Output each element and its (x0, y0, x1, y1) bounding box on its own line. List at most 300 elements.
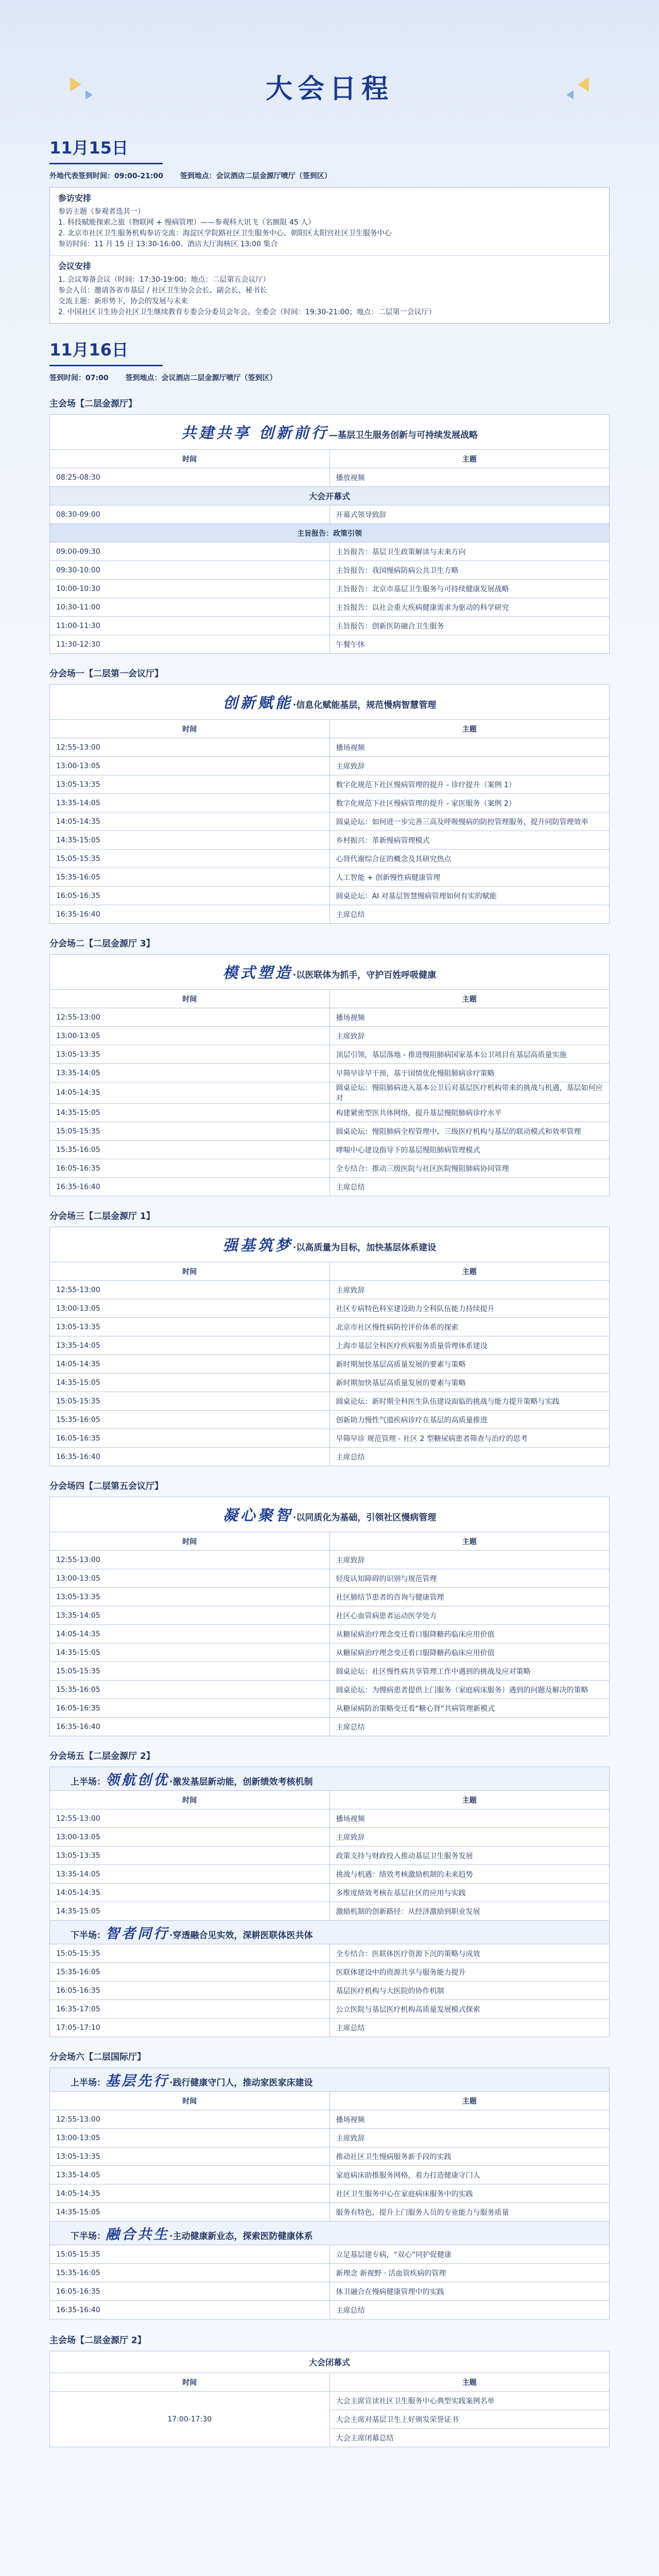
main-venue-title: 主会场【二层金源厅】 (49, 399, 137, 409)
col-time: 时间 (50, 1791, 330, 1809)
keynote-label: 主旨报告：政策引领 (50, 524, 610, 543)
closing-banner (50, 2351, 610, 2373)
row-time: 14:05-14:35 (50, 2184, 330, 2203)
row-topic: 推动社区卫生慢病服务新手段的实践 (330, 2147, 610, 2166)
banner-cell (50, 1497, 610, 1532)
venue-title: 分会场六【二层国际厅】 (49, 2052, 146, 2062)
col-time: 时间 (50, 1532, 330, 1551)
row-time: 13:05-13:35 (50, 1045, 330, 1064)
row-time: 15:35-16:05 (50, 1681, 330, 1699)
row-time: 10:00-10:30 (50, 580, 330, 598)
table-row (50, 868, 610, 887)
closing-table (49, 2351, 610, 2447)
row-topic: 社区肺结节患者的咨询与健康管理 (330, 1588, 610, 1606)
venue-table (49, 2067, 610, 2319)
venue-table (49, 1767, 610, 2037)
table-row (50, 1318, 610, 1336)
table-row (50, 2282, 610, 2301)
row-time: 12:55-13:00 (50, 738, 330, 757)
row-topic: 公立医院与基层医疗机构高质量发展模式探索 (330, 2000, 610, 2019)
venue-title: 分会场四【二层第五会议厅】 (49, 1481, 163, 1492)
banner-cell (50, 685, 610, 720)
row-time: 16:05-16:35 (50, 1429, 330, 1448)
row-topic: 主席总结 (330, 2019, 610, 2037)
signin-time: 签到时间：07:00 (49, 374, 109, 382)
table-row (50, 1159, 610, 1178)
row-topic: 构建紧密型医共体网络，提升基层慢阻肺病诊疗水平 (330, 1104, 610, 1122)
col-time: 时间 (50, 1262, 330, 1281)
row-time: 12:55-13:00 (50, 1551, 330, 1569)
table-row (50, 2166, 610, 2184)
table-row (50, 1392, 610, 1411)
row-topic: 挑战与机遇：绩效考核激励机制的未来趋势 (330, 1865, 610, 1884)
row-time: 13:00-13:05 (50, 1027, 330, 1045)
row-topic: 圆桌论坛：社区慢性病共享管理工作中遇到的挑战及应对策略 (330, 1662, 610, 1681)
table-row (50, 1336, 610, 1355)
table-row (50, 887, 610, 905)
table-row (50, 1963, 610, 1981)
row-topic: 轻度认知障碍的识别与规范管理 (330, 1569, 610, 1588)
banner-subtitle: ·以同质化为基础，引领社区慢病管理 (292, 1513, 437, 1523)
row-topic: 主旨报告：基层卫生政策解读与未来方向 (330, 543, 610, 561)
first-half-banner (50, 2068, 610, 2092)
col-time: 时间 (50, 450, 330, 468)
session-subtitle: ·践行健康守门人，推动家医家床建设 (169, 2078, 313, 2088)
keynote-row (50, 524, 610, 543)
sub1-section (49, 666, 610, 924)
row-topic: 主席致辞 (330, 1027, 610, 1045)
table-row (50, 1064, 610, 1082)
col-content: 主题 (330, 1532, 610, 1551)
col-content: 主题 (330, 2373, 610, 2392)
table-row (50, 1588, 610, 1606)
table-row (50, 850, 610, 868)
table-row (50, 635, 610, 654)
row-topic: 主席致辞 (330, 1281, 610, 1299)
table-row (50, 1104, 610, 1122)
meeting-block (50, 255, 609, 323)
row-topic: 从糖尿病治疗理念变迁看口服降糖药临床应用价值 (330, 1625, 610, 1643)
banner-subtitle: ·以高质量为目标，加快基层体系建设 (292, 1243, 437, 1253)
table-row (50, 1122, 610, 1141)
row-time: 13:35-14:05 (50, 1064, 330, 1082)
row-topic: 医联体建设中的资源共享与服务能力提升 (330, 1963, 610, 1981)
row-topic: 主旨报告：以社会重大疾病健康需求为驱动的科学研究 (330, 598, 610, 617)
session-banner (50, 1227, 610, 1262)
banner-subtitle: —基层卫生服务创新与可持续发展战略 (329, 430, 478, 440)
main-venue-table (49, 414, 610, 654)
venue-table (49, 684, 610, 924)
table-row (50, 1008, 610, 1027)
table-row (50, 561, 610, 580)
meeting-line: 参会人员：邀请各省市基层 / 社区卫生协会会长、副会长、秘书长 (58, 286, 267, 295)
table-row (50, 1828, 610, 1846)
session-banner (50, 1497, 610, 1532)
table-row (50, 1569, 610, 1588)
row-time: 14:05-14:35 (50, 1884, 330, 1902)
row-topic: 主席总结 (330, 1178, 610, 1196)
row-topic: 播场视频 (330, 1809, 610, 1828)
session-banner (50, 415, 610, 450)
row-topic: 圆桌论坛：为慢病患者提供上门服务（家庭病床服务）遇到的问题及解决的策略 (330, 1681, 610, 1699)
row-topic: 数字化规范下社区慢病管理的提升 - 诊疗提升（案例 1） (330, 775, 610, 794)
row-topic: 社区专病特色科室建设助力全科队伍能力持续提升 (330, 1299, 610, 1318)
day-date: 11月16日 (49, 337, 163, 366)
row-topic: 主席致辞 (330, 2129, 610, 2147)
row-time: 14:05-14:35 (50, 1082, 330, 1104)
table-row (50, 2019, 610, 2037)
session-label: 上半场： (71, 2078, 106, 2088)
row-time: 15:35-16:05 (50, 1963, 330, 1981)
table-row (50, 1448, 610, 1466)
meeting-title: 会议安排 (58, 261, 92, 271)
table-row (50, 2110, 610, 2129)
banner-slogan: 共建共享 创新前行 (181, 424, 330, 442)
session-label: 下半场： (71, 2231, 106, 2242)
table-header-row (50, 1791, 610, 1809)
row-topic: 心肾代谢综合征的概念及其研究热点 (330, 850, 610, 868)
session-subtitle: ·穿透融合见实效，深耕医联体医共体 (169, 1930, 313, 1941)
row-topic: 圆桌论坛：慢阻肺病全程管理中，三级医疗机构与基层的联动模式和效率管理 (330, 1122, 610, 1141)
first-half-banner (50, 1767, 610, 1791)
row-topic: 播放视频 (330, 468, 610, 487)
table-row (50, 1699, 610, 1718)
session-banner (50, 955, 610, 990)
table-body (50, 543, 610, 654)
row-time: 13:00-13:05 (50, 2129, 330, 2147)
table-row (50, 1355, 610, 1374)
page-title: 大会日程 (265, 74, 393, 105)
row-topic: 哮喘中心建设指导下的基层慢阻肺病管理模式 (330, 1141, 610, 1159)
table-row (50, 1625, 610, 1643)
row-topic: 多维度绩效考核在基层社区的应用与实践 (330, 1884, 610, 1902)
venue-title: 分会场二【二层金源厅 3】 (49, 939, 155, 949)
row-time: 14:35-15:05 (50, 1902, 330, 1921)
table-row (50, 757, 610, 775)
row-time: 16:35-16:40 (50, 1718, 330, 1736)
table-row (50, 1809, 610, 1828)
session-cell (50, 2068, 610, 2092)
session-slogan: 基层先行 (106, 2073, 169, 2089)
banner-slogan: 强基筑梦 (222, 1236, 293, 1254)
session-banner (50, 685, 610, 720)
sub3-section (49, 1209, 610, 1466)
table-row (50, 1374, 610, 1392)
closing-time: 17:00-17:30 (50, 2392, 330, 2447)
session-cell (50, 1921, 610, 1944)
row-time: 11:00-11:30 (50, 617, 330, 635)
row-topic: 圆桌论坛：AI 对基层智慧慢病管理如何有实的赋能 (330, 887, 610, 905)
banner-slogan: 模式塑造 (222, 964, 293, 981)
table-header-row (50, 2092, 610, 2110)
col-content: 主题 (330, 1791, 610, 1809)
row-topic: 新时期加快基层高质量发展的要素与策略 (330, 1374, 610, 1392)
table-row (50, 2245, 610, 2264)
table-row (50, 1643, 610, 1662)
row-topic: 政策支持与财政投入推动基层卫生服务发展 (330, 1846, 610, 1865)
table-row (50, 1141, 610, 1159)
table-row (50, 1178, 610, 1196)
row-topic: 从糖尿病防治策略变迁看“糖心肾”共病管理新模式 (330, 1699, 610, 1718)
table-row (50, 1299, 610, 1318)
row-topic: 早筛早诊早干预，基于国情优化慢阻肺病诊疗策略 (330, 1064, 610, 1082)
table-row (50, 2264, 610, 2282)
sub5-section (49, 1749, 610, 2037)
row-topic: 上海市基层全科医疗疾病服务质量管理体系建设 (330, 1336, 610, 1355)
row-topic: 全专结合：医联体医疗资源下沉的策略与成效 (330, 1944, 610, 1963)
row-topic: 开幕式领导致辞 (330, 505, 610, 524)
table-body (50, 1767, 610, 2037)
row-time: 13:35-14:05 (50, 2166, 330, 2184)
col-time: 时间 (50, 990, 330, 1008)
row-topic: 全专结合：推动三级医院与社区医院慢阻肺病协同管理 (330, 1159, 610, 1178)
table-row (50, 598, 610, 617)
row-time: 12:55-13:00 (50, 2110, 330, 2129)
row-time: 15:05-15:35 (50, 850, 330, 868)
session-cell (50, 1767, 610, 1791)
table-row (50, 505, 610, 524)
table-body (50, 505, 610, 524)
table-row (50, 543, 610, 561)
table-header-row (50, 1532, 610, 1551)
row-time: 13:00-13:05 (50, 1569, 330, 1588)
session-label: 上半场： (71, 1777, 106, 1787)
table-row (50, 905, 610, 924)
day-info (49, 171, 610, 181)
row-time: 14:35-15:05 (50, 831, 330, 850)
day-info (49, 372, 610, 383)
day-heading-1 (49, 135, 610, 181)
row-time: 13:05-13:35 (50, 2147, 330, 2166)
row-time: 13:35-14:05 (50, 1606, 330, 1625)
sub4-section (49, 1479, 610, 1736)
table-row (50, 1902, 610, 1921)
table-row (50, 1681, 610, 1699)
row-time: 13:35-14:05 (50, 1336, 330, 1355)
row-time: 15:35-16:05 (50, 2264, 330, 2282)
table-row (50, 1082, 610, 1104)
table-row (50, 580, 610, 598)
col-time: 时间 (50, 2092, 330, 2110)
closing-item: 大会主席闭幕总结 (330, 2429, 610, 2447)
row-topic: 主席致辞 (330, 1828, 610, 1846)
row-topic: 圆桌论坛：新时期全科医生队伍建设面临的挑战与能力提升策略与实践 (330, 1392, 610, 1411)
row-time: 13:05-13:35 (50, 775, 330, 794)
row-topic: 主旨报告：我国慢病防病公共卫生方略 (330, 561, 610, 580)
visit-line: 参访时间：11 月 15 日 13:30-16:00。酒店大厅海核区 13:00 集合 (58, 240, 278, 248)
row-time: 16:05-16:35 (50, 887, 330, 905)
visit-line: 2. 北京市社区卫生服务机构参访交流：海淀区学院路社区卫生服务中心、朝阳区太阳宫社区卫生服务中心 (58, 229, 392, 238)
row-topic: 播场视频 (330, 738, 610, 757)
second-half-banner (50, 2222, 610, 2245)
table-row (50, 1662, 610, 1681)
closing-item: 大会主席宣读社区卫生服务中心典型实践案例名单 (330, 2392, 610, 2410)
visit-title: 参访安排 (58, 193, 92, 203)
row-time: 15:05-15:35 (50, 1662, 330, 1681)
row-time: 12:55-13:00 (50, 1809, 330, 1828)
row-time: 09:30-10:00 (50, 561, 330, 580)
row-topic: 新时期加快基层高质量发展的要素与策略 (330, 1355, 610, 1374)
row-topic: 激励机制的创新路径：从经济激励到职业发展 (330, 1902, 610, 1921)
row-topic: 立足基层建专病，“双心”同护促健康 (330, 2245, 610, 2264)
signin-place: 签到地点：会议酒店二层金源厅喷厅（签到区） (180, 172, 332, 180)
table-body (50, 685, 610, 924)
row-topic: 主席总结 (330, 1718, 610, 1736)
row-topic: 主席致辞 (330, 1551, 610, 1569)
row-time: 16:05-16:35 (50, 1699, 330, 1718)
row-topic: 主旨报告：北京市基层卫生服务与可持续健康发展战略 (330, 580, 610, 598)
col-content: 主题 (330, 450, 610, 468)
page-header (49, 0, 610, 124)
session-subtitle: ·激发基层新动能，创新绩效考核机制 (169, 1777, 313, 1787)
col-content: 主题 (330, 720, 610, 738)
table-row (50, 1606, 610, 1625)
table-row (50, 794, 610, 812)
table-row (50, 1429, 610, 1448)
banner-subtitle: ·信息化赋能基层，规范慢病智慧管理 (292, 700, 437, 710)
row-topic: 午餐午休 (330, 635, 610, 654)
table-row (50, 2203, 610, 2222)
venue-table (49, 1497, 610, 1736)
table-row (50, 831, 610, 850)
row-time: 15:05-15:35 (50, 1122, 330, 1141)
second-half-banner (50, 1921, 610, 1944)
banner-slogan: 凝心聚智 (222, 1506, 293, 1524)
day-date: 11月15日 (49, 135, 163, 164)
table-body (50, 1227, 610, 1466)
opening-row (50, 487, 610, 505)
sub6-section (49, 2049, 610, 2319)
row-time: 16:35-16:40 (50, 905, 330, 924)
table-row (50, 2184, 610, 2203)
row-time: 13:00-13:05 (50, 1828, 330, 1846)
banner-cell (50, 1227, 610, 1262)
row-time: 08:30-09:00 (50, 505, 330, 524)
table-body (50, 468, 610, 487)
row-topic: 主旨报告：创新医防融合卫生服务 (330, 617, 610, 635)
venue-title: 分会场一【二层第一会议厅】 (49, 669, 163, 679)
row-topic: 体卫融合在慢病健康管理中的实践 (330, 2282, 610, 2301)
table-row (50, 1027, 610, 1045)
row-time: 13:35-14:05 (50, 1865, 330, 1884)
row-topic: 播场视频 (330, 1008, 610, 1027)
row-topic: 主席总结 (330, 2301, 610, 2319)
row-time: 14:35-15:05 (50, 1104, 330, 1122)
row-topic: 北京市社区慢性病防控评价体系的探索 (330, 1318, 610, 1336)
row-topic: 人工智能 + 创新慢性病健康管理 (330, 868, 610, 887)
row-time: 13:05-13:35 (50, 1846, 330, 1865)
table-row (50, 468, 610, 487)
row-topic: 乡村振兴：革新慢病管理模式 (330, 831, 610, 850)
venue-table (49, 954, 610, 1196)
row-time: 15:35-16:05 (50, 1141, 330, 1159)
table-row (50, 1865, 610, 1884)
table-header-row (50, 990, 610, 1008)
table-row (50, 617, 610, 635)
row-time: 14:05-14:35 (50, 812, 330, 831)
table-row (50, 2147, 610, 2166)
row-time: 14:35-15:05 (50, 1374, 330, 1392)
row-time: 16:35-16:40 (50, 2301, 330, 2319)
day-heading-2 (49, 337, 610, 383)
row-time: 15:05-15:35 (50, 1392, 330, 1411)
row-topic: 社区心血管病患者运动医学处方 (330, 1606, 610, 1625)
table-row (50, 1944, 610, 1963)
row-time: 16:05-16:35 (50, 2282, 330, 2301)
table-header-row (50, 2373, 610, 2392)
row-time: 15:35-16:05 (50, 1411, 330, 1429)
banner-slogan: 创新赋能 (222, 694, 293, 711)
meeting-line: 1. 会议筹备会议（时间：17:30-19:00；地点：二层第五会议厅） (58, 276, 270, 284)
row-topic: 社区卫生服务中心在家庭病床服务中的实践 (330, 2184, 610, 2203)
table-header-row (50, 450, 610, 468)
row-topic: 从糖尿病治疗理念变迁看口服降糖药临床应用价值 (330, 1643, 610, 1662)
table-row (50, 1281, 610, 1299)
table-row (50, 812, 610, 831)
row-time: 14:05-14:35 (50, 1355, 330, 1374)
row-topic: 播场视频 (330, 2110, 610, 2129)
visit-block (50, 188, 609, 255)
table-body (50, 955, 610, 1196)
row-time: 16:35-17:05 (50, 2000, 330, 2019)
venue-title: 分会场五【二层金源厅 2】 (49, 1751, 155, 1761)
table-row (50, 1884, 610, 1902)
col-content: 主题 (330, 2092, 610, 2110)
row-time: 08:25-08:30 (50, 468, 330, 487)
row-time: 15:35-16:05 (50, 868, 330, 887)
table-row (50, 2301, 610, 2319)
visit-line: 参访主题（参观者选其一） (58, 208, 145, 216)
closing-venue-title: 主会场【二层金源厅 2】 (49, 2335, 146, 2346)
row-time: 15:05-15:35 (50, 1944, 330, 1963)
row-topic: 圆桌论坛：如何进一步完善三高及呼吸慢病的防控管理服务，提升同防管理效率 (330, 812, 610, 831)
row-topic: 主席总结 (330, 1448, 610, 1466)
table-row (50, 1846, 610, 1865)
row-time: 16:35-16:40 (50, 1178, 330, 1196)
row-time: 14:35-15:05 (50, 2203, 330, 2222)
row-time: 13:00-13:05 (50, 1299, 330, 1318)
day1-arrangements (49, 187, 610, 324)
closing-label: 大会闭幕式 (50, 2351, 610, 2373)
row-time: 14:35-15:05 (50, 1643, 330, 1662)
row-time: 09:00-09:30 (50, 543, 330, 561)
row-time: 12:55-13:00 (50, 1008, 330, 1027)
meeting-line: 2. 中国社区卫生协会社区卫生继续教育专委会分委员会年会。全委会（时间：19:30-21:00；地点：二层第一会议厅） (58, 308, 436, 316)
row-time: 15:05-15:35 (50, 2245, 330, 2264)
session-slogan: 领航创优 (106, 1772, 169, 1788)
signin-time: 外地代表签到时间：09:00-21:00 (49, 172, 163, 180)
row-topic: 早筛早诊 规范管理 - 社区 2 型糖尿病患者筛查与治疗的思考 (330, 1429, 610, 1448)
session-subtitle: ·主动健康新业态，探索医防健康体系 (169, 2231, 313, 2242)
row-time: 10:30-11:00 (50, 598, 330, 617)
row-topic: 新理念 新视野 · 活血管疾病的管理 (330, 2264, 610, 2282)
session-cell (50, 2222, 610, 2245)
row-topic: 家庭病床助推服务网格，着力打造健康守门人 (330, 2166, 610, 2184)
row-time: 11:30-12:30 (50, 635, 330, 654)
row-time: 14:05-14:35 (50, 1625, 330, 1643)
table-row (50, 1045, 610, 1064)
row-topic: 顶层引领，基层落地 - 推进慢阻肺病国家基本公卫项目在基层高质量实施 (330, 1045, 610, 1064)
table-row (50, 2392, 610, 2410)
row-topic: 圆桌论坛：慢阻肺病进入基本公卫后对基层医疗机构带来的挑战与机遇，基层如何应对 (330, 1082, 610, 1104)
visit-line: 1. 科技赋能探索之旅（物联网 + 慢病管理）——参观科大讯飞（名额限 45 人） (58, 218, 316, 227)
row-topic: 主席总结 (330, 905, 610, 924)
session-label: 下半场： (71, 1930, 106, 1941)
row-time: 16:35-16:40 (50, 1448, 330, 1466)
session-slogan: 融合共生 (106, 2227, 169, 2243)
row-time: 17:05-17:10 (50, 2019, 330, 2037)
table-row (50, 1551, 610, 1569)
